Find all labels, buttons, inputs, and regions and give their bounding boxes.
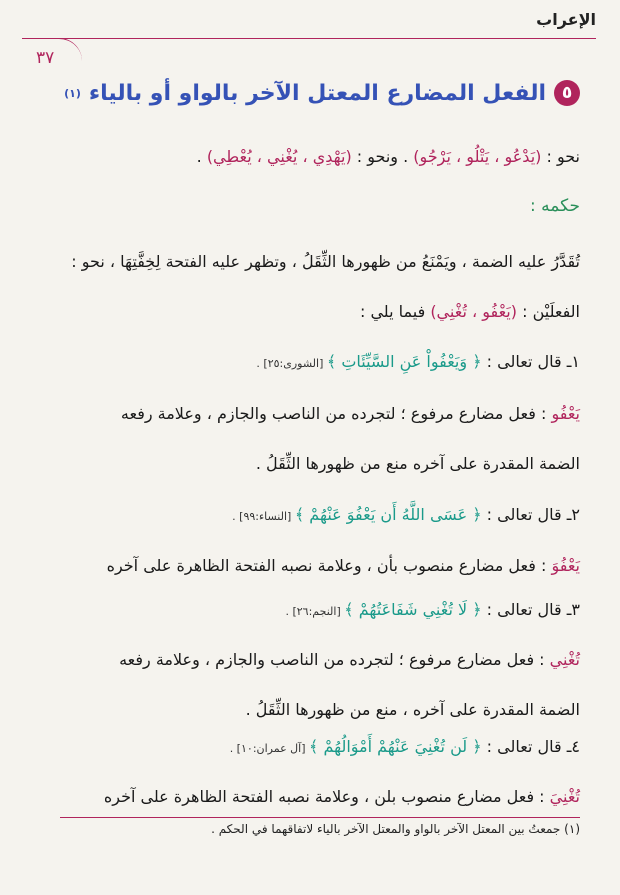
item-3-analysis-1 <box>40 648 580 672</box>
header-rule <box>22 38 596 39</box>
waw-examples: (يَدْعُو ، يَتْلُو ، يَرْجُو) <box>413 147 542 166</box>
item-2-citation <box>40 503 580 529</box>
section-title-text: الفعل المضارع المعتل الآخر بالواو أو بالياء <box>88 80 546 106</box>
item-3-analysis-2: الضمة المقدرة على آخره ، منع من ظهورها الثِّقَلُ . <box>245 700 580 719</box>
item-1-label: ١ـ قال تعالى : <box>481 352 580 371</box>
item-3-analysis-text-1: : فعل مضارع مرفوع ؛ لتجرده من الناصب والجازم ، وعلامة رفعه <box>119 650 550 669</box>
ruling-line2-prefix: الفعلَيْن : <box>517 302 580 321</box>
item-1-word: يَعْفُو <box>551 404 580 423</box>
item-4-citation <box>40 735 580 761</box>
item-3-word: تُغْنِي <box>549 650 580 669</box>
item-2-word: يَعْفُوَ <box>551 556 580 575</box>
footnote-rule <box>60 817 580 818</box>
item-4-analysis-1 <box>40 785 580 809</box>
item-2-analysis-1 <box>40 554 580 578</box>
title-footnote-mark: (١) <box>64 86 81 100</box>
running-title: الإعراب <box>536 10 596 29</box>
item-2-analysis-text-1: : فعل مضارع منصوب بأن ، وعلامة نصبه الفتحة الظاهرة على آخره <box>106 556 552 575</box>
item-2-label: ٢ـ قال تعالى : <box>481 505 580 524</box>
section-number-badge: ٥ <box>554 80 580 106</box>
item-4-verse: ﴿ لَن تُغْنِيَ عَنْهُمْ أَمْوَالُهُمْ ﴾ <box>308 737 482 756</box>
ruling-heading: حكمه : <box>530 196 580 216</box>
ruling-line2-verbs: (يَعْفُو ، تُغْنِي) <box>430 302 517 321</box>
ruling-line-2 <box>40 300 580 324</box>
item-1-citation <box>40 350 580 376</box>
item-1-analysis-1 <box>40 402 580 426</box>
item-1-analysis-text-1: : فعل مضارع مرفوع ؛ لتجرده من الناصب والجازم ، وعلامة رفعه <box>120 404 552 423</box>
examples-end: . <box>196 147 207 166</box>
ruling-line2-suffix: فيما يلي : <box>359 302 431 321</box>
item-3-label: ٣ـ قال تعالى : <box>481 600 580 619</box>
examples-line <box>40 145 580 169</box>
item-3-citation <box>40 598 580 624</box>
item-1-analysis-2: الضمة المقدرة على آخره منع من ظهورها الثِّقَلُ . <box>255 454 580 473</box>
item-3-ref: [النجم:٢٦] . <box>285 605 345 618</box>
item-1-ref: [الشورى:٢٥] . <box>256 357 327 370</box>
footnote-text: (١) جمعتُ بين المعتل الآخر بالواو والمعتل الآخر بالياء لاتفاقهما في الحكم . <box>211 822 580 836</box>
item-4-label: ٤ـ قال تعالى : <box>481 737 580 756</box>
examples-middle: . ونحو : <box>351 147 414 166</box>
item-4-analysis-text-1: : فعل مضارع منصوب بلن ، وعلامة نصبه الفتحة الظاهرة على آخره <box>103 787 550 806</box>
item-4-word: تُغْنِيَ <box>549 787 580 806</box>
examples-prefix: نحو : <box>541 147 580 166</box>
ya-examples: (يَهْدِي ، يُغْنِي ، يُعْطِي) <box>206 147 352 166</box>
ruling-line-1: تُقَدَّرُ عليه الضمة ، ويَمْنَعُ من ظهورها الثِّقَلُ ، وتظهر عليه الفتحة لِخِفَّتِهَا ، نحو : <box>71 252 580 271</box>
item-3-verse: ﴿ لَا تُغْنِي شَفَاعَتُهُمْ ﴾ <box>344 600 482 619</box>
item-2-ref: [النساء:٩٩] . <box>232 510 295 523</box>
page-number: ٣٧ <box>36 48 55 68</box>
item-1-verse: ﴿ وَيَعْفُواْ عَنِ السَّيِّئَاتِ ﴾ <box>326 352 482 371</box>
item-2-verse: ﴿ عَسَى اللَّهُ أَن يَعْفُوَ عَنْهُمْ ﴾ <box>294 505 482 524</box>
section-title <box>60 80 580 106</box>
item-4-ref: [آل عمران:١٠] . <box>229 742 309 755</box>
